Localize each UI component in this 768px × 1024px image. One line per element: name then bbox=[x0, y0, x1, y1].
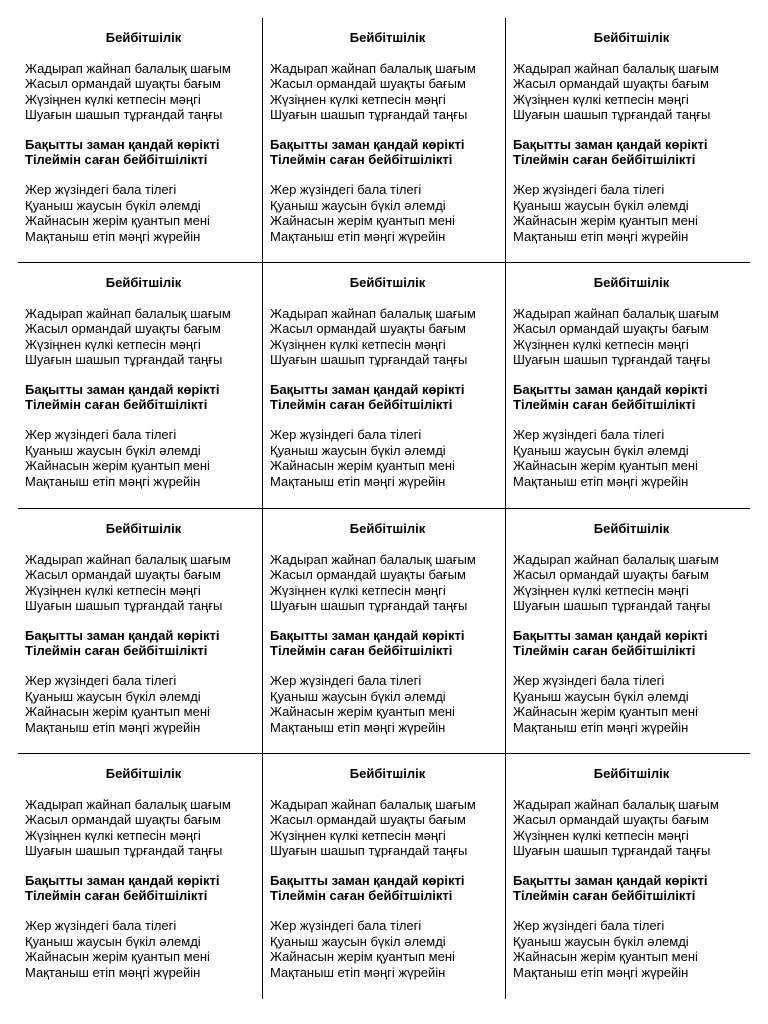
poem-card-r2-c1 bbox=[18, 263, 263, 509]
poem-line: Жүзіңнен күлкі кетпесін мәңгі bbox=[25, 582, 201, 598]
poem-stanza-2 bbox=[270, 918, 505, 980]
poem-line: Қуаныш жаусын бүкіл әлемді bbox=[25, 442, 201, 458]
poem-line: Тілеймін саған бейбітшілікті bbox=[270, 152, 453, 168]
poem-line: Қуаныш жаусын бүкіл әлемді bbox=[513, 197, 689, 213]
poem-line: Жасыл ормандай шуақты бағым bbox=[25, 567, 221, 583]
poem-line: Мақтаныш етіп мәңгі жүрейін bbox=[25, 719, 201, 735]
poem-stanza-2 bbox=[513, 673, 750, 735]
poem-card-r2-c3 bbox=[506, 263, 750, 509]
poem-line: Жер жүзіндегі бала тілегі bbox=[513, 182, 665, 198]
poem-line: Мақтаныш етіп мәңгі жүрейін bbox=[270, 473, 446, 489]
poem-line: Жасыл ормандай шуақты бағым bbox=[25, 812, 221, 828]
poem-line: Шуағын шашып тұрғандай таңғы bbox=[270, 107, 468, 123]
poem-card-r1-c3 bbox=[506, 18, 750, 263]
poem-line: Қуаныш жаусын бүкіл әлемді bbox=[513, 688, 689, 704]
poem-card-r1-c1 bbox=[18, 18, 263, 263]
poem-line: Жүзіңнен күлкі кетпесін мәңгі bbox=[270, 827, 446, 843]
poem-line: Жасыл ормандай шуақты бағым bbox=[25, 321, 221, 337]
poem-line: Бақытты заман қандай көрікті bbox=[513, 872, 708, 888]
poem-stanza-2 bbox=[25, 182, 262, 244]
poem-line: Тілеймін саған бейбітшілікті bbox=[25, 888, 208, 904]
poem-stanza-1 bbox=[513, 306, 750, 368]
poem-line: Жайнасын жерім қуантып мені bbox=[513, 949, 698, 965]
poem-line: Тілеймін саған бейбітшілікті bbox=[25, 397, 208, 413]
poem-title: Бейбітшілік bbox=[593, 766, 670, 781]
poem-line: Жасыл ормандай шуақты бағым bbox=[270, 76, 466, 92]
poem-stanza-1 bbox=[25, 61, 262, 123]
poem-stanza-1 bbox=[25, 552, 262, 614]
poem-line: Жадырап жайнап балалық шағым bbox=[270, 305, 476, 321]
poem-chorus bbox=[25, 873, 262, 904]
poem-stanza-2 bbox=[25, 918, 262, 980]
poem-line: Тілеймін саған бейбітшілікті bbox=[513, 397, 696, 413]
poem-stanza-1 bbox=[513, 797, 750, 859]
poem-line: Жайнасын жерім қуантып мені bbox=[270, 949, 455, 965]
poem-line: Мақтаныш етіп мәңгі жүрейін bbox=[25, 228, 201, 244]
poem-title: Бейбітшілік bbox=[105, 30, 182, 45]
card-grid bbox=[18, 18, 750, 999]
poem-line: Жүзіңнен күлкі кетпесін мәңгі bbox=[270, 582, 446, 598]
poem-line: Бақытты заман қандай көрікті bbox=[513, 381, 708, 397]
poem-line: Жадырап жайнап балалық шағым bbox=[513, 60, 719, 76]
poem-line: Бақытты заман қандай көрікті bbox=[513, 136, 708, 152]
poem-line: Жайнасын жерім қуантып мені bbox=[513, 213, 698, 229]
poem-line: Жадырап жайнап балалық шағым bbox=[513, 305, 719, 321]
poem-line: Шуағын шашып тұрғандай таңғы bbox=[270, 352, 468, 368]
poem-title: Бейбітшілік bbox=[105, 275, 182, 290]
poem-line: Мақтаныш етіп мәңгі жүрейін bbox=[513, 228, 689, 244]
poem-card-r3-c2 bbox=[263, 509, 506, 754]
poem-line: Қуаныш жаусын бүкіл әлемді bbox=[270, 688, 446, 704]
poem-line: Жасыл ормандай шуақты бағым bbox=[270, 812, 466, 828]
poem-line: Жайнасын жерім қуантып мені bbox=[25, 704, 210, 720]
poem-line: Жер жүзіндегі бала тілегі bbox=[25, 427, 177, 443]
poem-line: Бақытты заман қандай көрікті bbox=[25, 381, 220, 397]
poem-line: Жер жүзіндегі бала тілегі bbox=[270, 918, 422, 934]
poem-line: Бақытты заман қандай көрікті bbox=[270, 872, 465, 888]
poem-line: Тілеймін саған бейбітшілікті bbox=[513, 888, 696, 904]
poem-line: Мақтаныш етіп мәңгі жүрейін bbox=[25, 964, 201, 980]
poem-chorus bbox=[513, 873, 750, 904]
poem-stanza-1 bbox=[513, 61, 750, 123]
poem-chorus bbox=[513, 628, 750, 659]
poem-line: Жер жүзіндегі бала тілегі bbox=[513, 673, 665, 689]
poem-line: Мақтаныш етіп мәңгі жүрейін bbox=[513, 473, 689, 489]
poem-line: Жүзіңнен күлкі кетпесін мәңгі bbox=[513, 91, 689, 107]
poem-line: Тілеймін саған бейбітшілікті bbox=[513, 643, 696, 659]
poem-line: Шуағын шашып тұрғандай таңғы bbox=[25, 107, 223, 123]
poem-card-r4-c1 bbox=[18, 754, 263, 999]
poem-line: Тілеймін саған бейбітшілікті bbox=[270, 397, 453, 413]
poem-line: Жасыл ормандай шуақты бағым bbox=[513, 321, 709, 337]
poem-line: Мақтаныш етіп мәңгі жүрейін bbox=[270, 228, 446, 244]
poem-line: Тілеймін саған бейбітшілікті bbox=[270, 888, 453, 904]
poem-title: Бейбітшілік bbox=[593, 275, 670, 290]
poem-line: Жүзіңнен күлкі кетпесін мәңгі bbox=[513, 827, 689, 843]
poem-chorus bbox=[513, 137, 750, 168]
poem-stanza-2 bbox=[513, 182, 750, 244]
poem-line: Бақытты заман қандай көрікті bbox=[270, 627, 465, 643]
poem-line: Бақытты заман қандай көрікті bbox=[25, 627, 220, 643]
poem-line: Жүзіңнен күлкі кетпесін мәңгі bbox=[513, 336, 689, 352]
poem-stanza-1 bbox=[25, 797, 262, 859]
poem-title: Бейбітшілік bbox=[105, 766, 182, 781]
poem-line: Жайнасын жерім қуантып мені bbox=[513, 458, 698, 474]
poem-line: Жер жүзіндегі бала тілегі bbox=[513, 918, 665, 934]
poem-line: Қуаныш жаусын бүкіл әлемді bbox=[25, 933, 201, 949]
poem-line: Шуағын шашып тұрғандай таңғы bbox=[25, 843, 223, 859]
poem-line: Жадырап жайнап балалық шағым bbox=[270, 60, 476, 76]
poem-stanza-1 bbox=[270, 306, 505, 368]
poem-line: Қуаныш жаусын бүкіл әлемді bbox=[270, 933, 446, 949]
poem-line: Жер жүзіндегі бала тілегі bbox=[270, 427, 422, 443]
poem-line: Шуағын шашып тұрғандай таңғы bbox=[513, 352, 711, 368]
poem-line: Жайнасын жерім қуантып мені bbox=[25, 213, 210, 229]
poem-card-r3-c3 bbox=[506, 509, 750, 754]
poem-line: Жер жүзіндегі бала тілегі bbox=[513, 427, 665, 443]
poem-line: Қуаныш жаусын бүкіл әлемді bbox=[513, 442, 689, 458]
poem-stanza-1 bbox=[270, 61, 505, 123]
poem-title: Бейбітшілік bbox=[593, 30, 670, 45]
poem-stanza-2 bbox=[270, 182, 505, 244]
poem-line: Жүзіңнен күлкі кетпесін мәңгі bbox=[270, 91, 446, 107]
poem-chorus bbox=[25, 382, 262, 413]
poem-stanza-1 bbox=[513, 552, 750, 614]
poem-stanza-2 bbox=[513, 427, 750, 489]
poem-line: Жайнасын жерім қуантып мені bbox=[270, 704, 455, 720]
poem-line: Тілеймін саған бейбітшілікті bbox=[25, 152, 208, 168]
poem-line: Жадырап жайнап балалық шағым bbox=[25, 551, 231, 567]
poem-line: Шуағын шашып тұрғандай таңғы bbox=[270, 843, 468, 859]
poem-line: Жасыл ормандай шуақты бағым bbox=[513, 812, 709, 828]
poem-line: Жадырап жайнап балалық шағым bbox=[270, 796, 476, 812]
poem-line: Жадырап жайнап балалық шағым bbox=[270, 551, 476, 567]
poem-chorus bbox=[270, 628, 505, 659]
poem-line: Тілеймін саған бейбітшілікті bbox=[25, 643, 208, 659]
poem-title: Бейбітшілік bbox=[349, 766, 426, 781]
poem-chorus bbox=[25, 137, 262, 168]
poem-line: Мақтаныш етіп мәңгі жүрейін bbox=[270, 719, 446, 735]
poem-line: Шуағын шашып тұрғандай таңғы bbox=[270, 598, 468, 614]
poem-line: Жадырап жайнап балалық шағым bbox=[513, 551, 719, 567]
poem-line: Жер жүзіндегі бала тілегі bbox=[25, 918, 177, 934]
poem-line: Бақытты заман қандай көрікті bbox=[25, 136, 220, 152]
poem-line: Жайнасын жерім қуантып мені bbox=[270, 458, 455, 474]
poem-line: Жүзіңнен күлкі кетпесін мәңгі bbox=[25, 336, 201, 352]
poem-line: Шуағын шашып тұрғандай таңғы bbox=[25, 598, 223, 614]
poem-line: Бақытты заман қандай көрікті bbox=[270, 136, 465, 152]
poem-line: Жер жүзіндегі бала тілегі bbox=[25, 673, 177, 689]
poem-stanza-2 bbox=[270, 427, 505, 489]
poem-line: Жайнасын жерім қуантып мені bbox=[270, 213, 455, 229]
poem-title: Бейбітшілік bbox=[593, 521, 670, 536]
poem-chorus bbox=[270, 137, 505, 168]
poem-title: Бейбітшілік bbox=[349, 30, 426, 45]
poem-title: Бейбітшілік bbox=[349, 275, 426, 290]
poem-stanza-1 bbox=[270, 797, 505, 859]
poem-stanza-1 bbox=[270, 552, 505, 614]
poem-card-r1-c2 bbox=[263, 18, 506, 263]
poem-chorus bbox=[270, 873, 505, 904]
poem-line: Жер жүзіндегі бала тілегі bbox=[25, 182, 177, 198]
poem-line: Жасыл ормандай шуақты бағым bbox=[513, 76, 709, 92]
poem-line: Қуаныш жаусын бүкіл әлемді bbox=[270, 197, 446, 213]
poem-line: Жүзіңнен күлкі кетпесін мәңгі bbox=[270, 336, 446, 352]
poem-line: Шуағын шашып тұрғандай таңғы bbox=[513, 107, 711, 123]
poem-stanza-2 bbox=[270, 673, 505, 735]
poem-line: Жасыл ормандай шуақты бағым bbox=[270, 567, 466, 583]
poem-line: Мақтаныш етіп мәңгі жүрейін bbox=[513, 719, 689, 735]
poem-line: Тілеймін саған бейбітшілікті bbox=[513, 152, 696, 168]
poem-line: Жасыл ормандай шуақты бағым bbox=[270, 321, 466, 337]
poem-line: Жайнасын жерім қуантып мені bbox=[513, 704, 698, 720]
poem-chorus bbox=[513, 382, 750, 413]
poem-line: Мақтаныш етіп мәңгі жүрейін bbox=[513, 964, 689, 980]
poem-line: Жүзіңнен күлкі кетпесін мәңгі bbox=[513, 582, 689, 598]
poem-line: Мақтаныш етіп мәңгі жүрейін bbox=[25, 473, 201, 489]
poem-line: Қуаныш жаусын бүкіл әлемді bbox=[25, 688, 201, 704]
poem-stanza-2 bbox=[25, 427, 262, 489]
poem-line: Қуаныш жаусын бүкіл әлемді bbox=[270, 442, 446, 458]
poem-line: Жүзіңнен күлкі кетпесін мәңгі bbox=[25, 91, 201, 107]
poem-line: Жадырап жайнап балалық шағым bbox=[25, 305, 231, 321]
poem-card-r4-c3 bbox=[506, 754, 750, 999]
poem-line: Шуағын шашып тұрғандай таңғы bbox=[513, 843, 711, 859]
poem-line: Жадырап жайнап балалық шағым bbox=[25, 60, 231, 76]
poem-line: Тілеймін саған бейбітшілікті bbox=[270, 643, 453, 659]
poem-line: Жүзіңнен күлкі кетпесін мәңгі bbox=[25, 827, 201, 843]
poem-line: Бақытты заман қандай көрікті bbox=[513, 627, 708, 643]
poem-line: Жасыл ормандай шуақты бағым bbox=[513, 567, 709, 583]
poem-stanza-2 bbox=[25, 673, 262, 735]
poem-chorus bbox=[25, 628, 262, 659]
poem-line: Шуағын шашып тұрғандай таңғы bbox=[513, 598, 711, 614]
poem-line: Жер жүзіндегі бала тілегі bbox=[270, 673, 422, 689]
poem-stanza-2 bbox=[513, 918, 750, 980]
poem-line: Жадырап жайнап балалық шағым bbox=[513, 796, 719, 812]
poem-stanza-1 bbox=[25, 306, 262, 368]
poem-line: Жер жүзіндегі бала тілегі bbox=[270, 182, 422, 198]
poem-line: Жадырап жайнап балалық шағым bbox=[25, 796, 231, 812]
poem-line: Жайнасын жерім қуантып мені bbox=[25, 949, 210, 965]
poem-line: Мақтаныш етіп мәңгі жүрейін bbox=[270, 964, 446, 980]
poem-card-r4-c2 bbox=[263, 754, 506, 999]
poem-line: Жасыл ормандай шуақты бағым bbox=[25, 76, 221, 92]
poem-card-r2-c2 bbox=[263, 263, 506, 509]
poem-line: Қуаныш жаусын бүкіл әлемді bbox=[513, 933, 689, 949]
poem-title: Бейбітшілік bbox=[349, 521, 426, 536]
poem-line: Жайнасын жерім қуантып мені bbox=[25, 458, 210, 474]
poem-chorus bbox=[270, 382, 505, 413]
poem-card-r3-c1 bbox=[18, 509, 263, 754]
poem-title: Бейбітшілік bbox=[105, 521, 182, 536]
poem-line: Шуағын шашып тұрғандай таңғы bbox=[25, 352, 223, 368]
poem-line: Қуаныш жаусын бүкіл әлемді bbox=[25, 197, 201, 213]
poem-line: Бақытты заман қандай көрікті bbox=[270, 381, 465, 397]
poem-line: Бақытты заман қандай көрікті bbox=[25, 872, 220, 888]
